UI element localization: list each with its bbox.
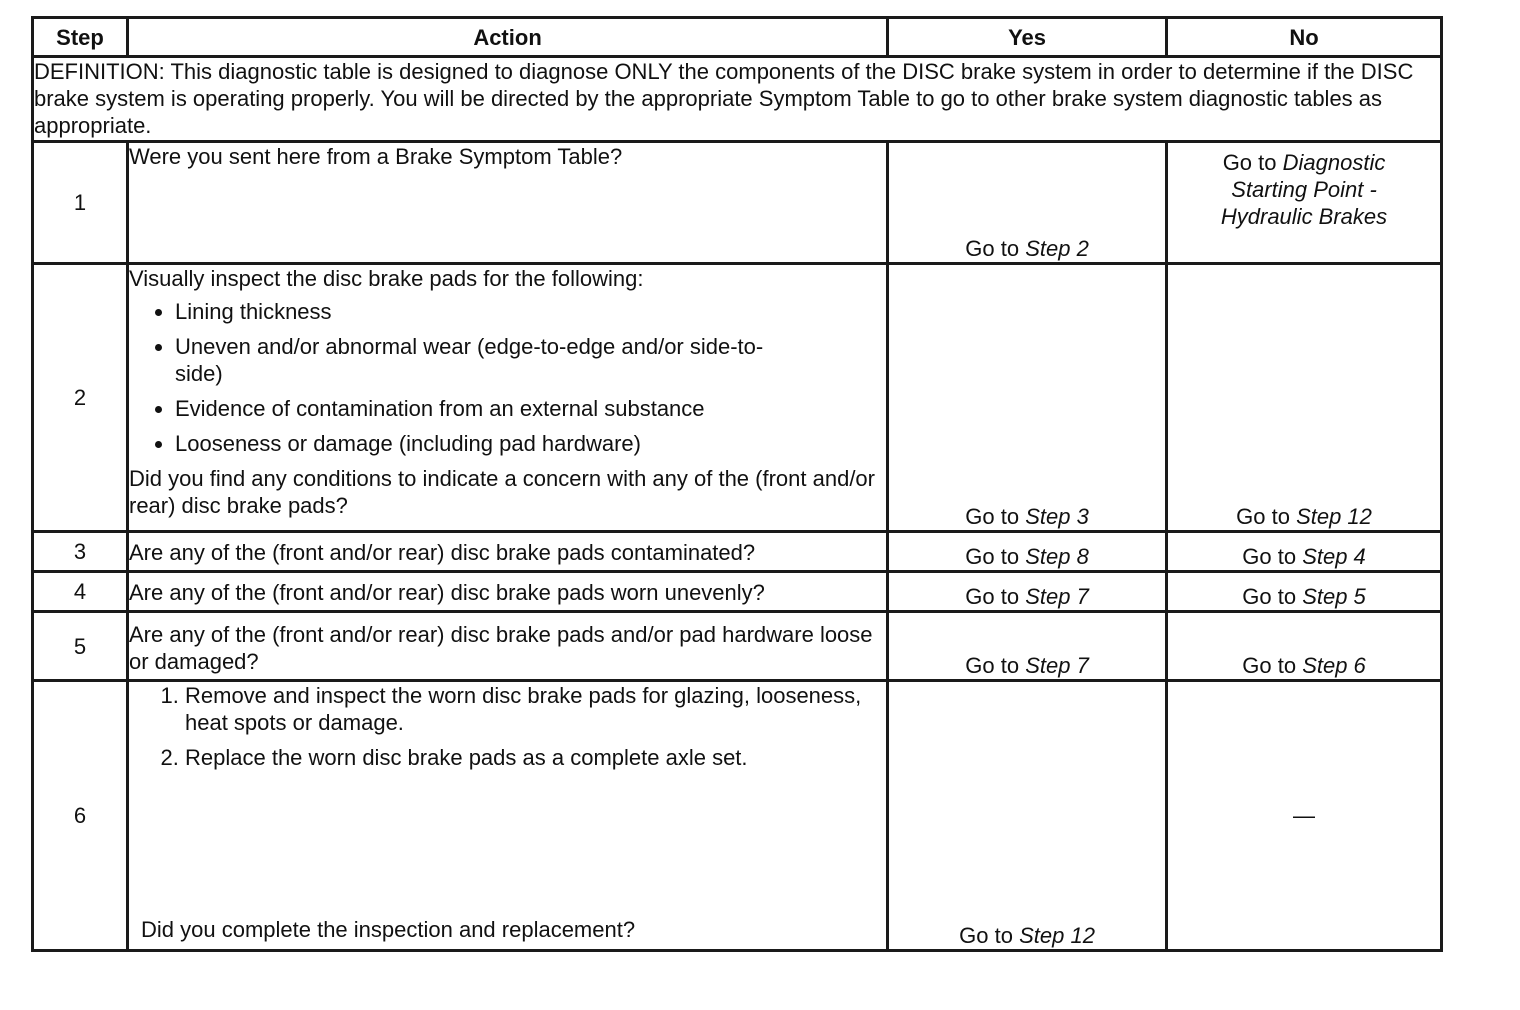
question-text: Are any of the (front and/or rear) disc brake pads and/or pad hardware loose or damaged? — [129, 622, 873, 674]
bullet-list — [129, 298, 886, 457]
yes-cell — [888, 681, 1167, 951]
list-item: 1. Remove and inspect the worn disc brake pads for glazing, looseness, heat spots or damage. — [185, 682, 886, 736]
intro-text: Visually inspect the disc brake pads for the following: — [129, 266, 644, 291]
no-goto — [1242, 584, 1366, 609]
diagnostic-table — [31, 16, 1443, 952]
yes-goto — [965, 544, 1089, 569]
question-text: Did you find any conditions to indicate a concern with any of the (front and/or rear) disc brake pads? — [129, 466, 875, 518]
no-dash: — — [1293, 803, 1316, 828]
header-yes: Yes — [888, 18, 1167, 57]
list-item: • Looseness or damage (including pad hardware) — [175, 430, 886, 457]
no-goto — [1221, 150, 1387, 229]
table-row-step-6 — [33, 681, 1442, 951]
yes-goto — [959, 923, 1095, 948]
yes-cell — [888, 142, 1167, 264]
no-goto — [1242, 653, 1366, 678]
action-cell — [128, 142, 888, 264]
no-cell — [1167, 532, 1442, 572]
goto-target: Step 12 — [1296, 504, 1372, 529]
goto-target: Step 2 — [1025, 236, 1089, 261]
yes-goto — [965, 236, 1089, 261]
list-item: • Uneven and/or abnormal wear (edge-to-edge and/or side-to-side) — [175, 333, 886, 387]
list-item: 2. Replace the worn disc brake pads as a complete axle set. — [185, 744, 886, 771]
numbered-list — [129, 682, 886, 771]
yes-goto — [965, 653, 1089, 678]
goto-target: Step 3 — [1025, 504, 1089, 529]
question-text: Are any of the (front and/or rear) disc brake pads contaminated? — [129, 540, 756, 565]
goto-target: Step 5 — [1302, 584, 1366, 609]
goto-prefix: Go to — [959, 923, 1013, 948]
goto-prefix: Go to — [965, 504, 1020, 529]
question-text: Were you sent here from a Brake Symptom Table? — [129, 144, 623, 169]
yes-goto — [965, 504, 1089, 529]
yes-goto — [965, 584, 1089, 609]
yes-cell — [888, 612, 1167, 681]
yes-cell — [888, 532, 1167, 572]
table-row-step-3 — [33, 532, 1442, 572]
no-cell — [1167, 264, 1442, 532]
goto-prefix: Go to — [965, 236, 1020, 261]
table-row-step-1 — [33, 142, 1442, 264]
action-cell — [128, 532, 888, 572]
goto-target: Step 8 — [1025, 544, 1089, 569]
no-cell — [1167, 681, 1442, 951]
step-number: 5 — [33, 612, 128, 681]
step-number: 4 — [33, 572, 128, 612]
goto-prefix: Go to — [965, 584, 1020, 609]
question-text: Did you complete the inspection and replacement? — [141, 917, 636, 942]
header-row — [33, 18, 1442, 57]
no-cell — [1167, 142, 1442, 264]
definition-row — [33, 57, 1442, 142]
header-action: Action — [128, 18, 888, 57]
yes-cell — [888, 572, 1167, 612]
yes-cell — [888, 264, 1167, 532]
step-number: 6 — [33, 681, 128, 951]
goto-prefix: Go to — [1222, 150, 1277, 175]
goto-target: Diagnostic Starting Point - Hydraulic Brakes — [1220, 150, 1388, 229]
step-number: 1 — [33, 142, 128, 264]
action-cell — [128, 572, 888, 612]
goto-prefix: Go to — [1236, 504, 1290, 529]
header-step: Step — [33, 18, 128, 57]
goto-target: Step 7 — [1025, 653, 1089, 678]
goto-target: Step 4 — [1302, 544, 1366, 569]
no-goto — [1242, 544, 1366, 569]
no-goto — [1236, 504, 1372, 529]
goto-prefix: Go to — [1242, 584, 1297, 609]
goto-prefix: Go to — [1242, 544, 1297, 569]
table-row-step-4 — [33, 572, 1442, 612]
table-row-step-2 — [33, 264, 1442, 532]
step-number: 3 — [33, 532, 128, 572]
list-item: • Lining thickness — [175, 298, 886, 325]
goto-target: Step 7 — [1025, 584, 1089, 609]
action-cell — [128, 681, 888, 951]
goto-target: Step 6 — [1302, 653, 1366, 678]
no-cell — [1167, 612, 1442, 681]
list-item: • Evidence of contamination from an external substance — [175, 395, 886, 422]
no-cell — [1167, 572, 1442, 612]
header-no: No — [1167, 18, 1442, 57]
definition-text: DEFINITION: This diagnostic table is designed to diagnose ONLY the components of the DISC brake system in order to determine if the DISC brake system is operating properly. You will be directed by the appropriate Symptom Table to go to other brake system diagnostic tables as appropriate. — [33, 57, 1442, 142]
question-text: Are any of the (front and/or rear) disc brake pads worn unevenly? — [129, 580, 765, 605]
goto-prefix: Go to — [1242, 653, 1297, 678]
step-number: 2 — [33, 264, 128, 532]
table-row-step-5 — [33, 612, 1442, 681]
goto-target: Step 12 — [1019, 923, 1095, 948]
goto-prefix: Go to — [965, 653, 1020, 678]
action-cell — [128, 612, 888, 681]
action-cell — [128, 264, 888, 532]
goto-prefix: Go to — [965, 544, 1020, 569]
